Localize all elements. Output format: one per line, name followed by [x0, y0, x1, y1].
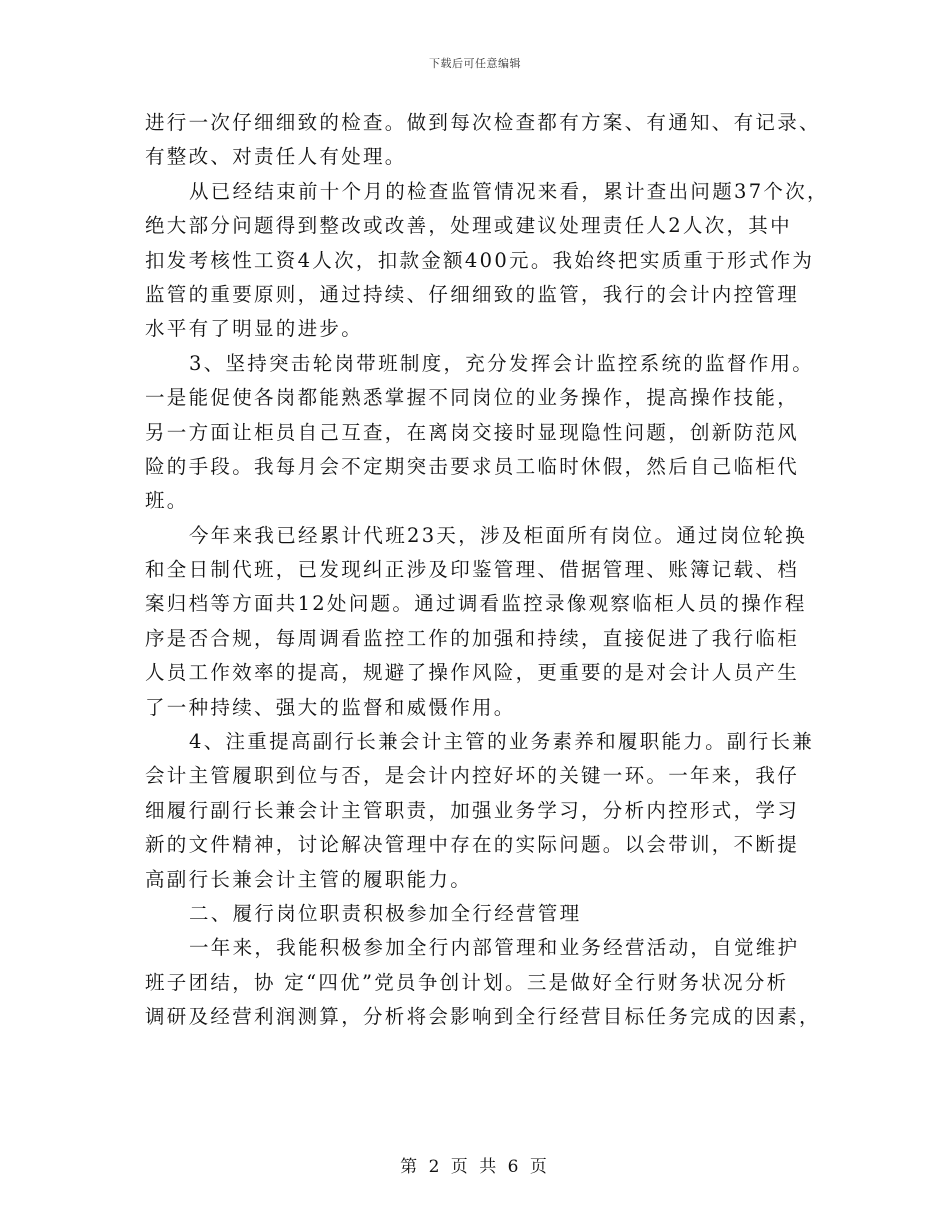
text-line: 4、注重提高副行长兼会计主管的业务素养和履职能力。副行长兼: [189, 730, 815, 754]
text-line: 调研及经营利润测算，分析将会影响到全行经营目标任务完成的因素，: [145, 1005, 821, 1029]
text-line: 一是能促使各岗都能熟悉掌握不同岗位的业务操作，提高操作技能，: [145, 386, 800, 410]
text-line: 细履行副行长兼会计主管职责，加强业务学习，分析内控形式，学习: [145, 798, 800, 822]
text-line: 水平有了明显的进步。: [145, 317, 364, 341]
text-line: 监管的重要原则，通过持续、仔细细致的监管，我行的会计内控管理: [145, 282, 800, 306]
text-line: 案归档等方面共12处问题。通过调看监控录像观察临柜人员的操作程: [145, 592, 807, 616]
text-line: 险的手段。我每月会不定期突击要求员工临时休假，然后自己临柜代: [145, 454, 800, 478]
document-body: [145, 106, 829, 1035]
text-line: 扣发考核性工资4人次，扣款金额400元。我始终把实质重于形式作为: [145, 248, 815, 272]
text-line: 二、履行岗位职责积极参加全行经营管理: [189, 901, 582, 925]
text-line: 序是否合规，每周调看监控工作的加强和持续，直接促进了我行临柜: [145, 626, 800, 650]
page-header-note: 下载后可任意编辑: [429, 57, 521, 70]
text-line: 班。: [145, 489, 189, 513]
text-line: 今年来我已经累计代班23天，涉及柜面所有岗位。通过岗位轮换: [189, 523, 808, 547]
text-line: 一年来，我能积极参加全行内部管理和业务经营活动，自觉维护: [189, 936, 800, 960]
text-line: 人员工作效率的提高，规避了操作风险，更重要的是对会计人员产生: [145, 661, 800, 685]
text-line: 班子团结，协 定“四优”党员争创计划。三是做好全行财务状况分析: [145, 970, 789, 994]
text-line: 了一种持续、强大的监督和威慑作用。: [145, 695, 516, 719]
text-line: 有整改、对责任人有处理。: [145, 145, 407, 169]
text-line: 进行一次仔细细致的检查。做到每次检查都有方案、有通知、有记录、: [145, 111, 821, 134]
text-line: 会计主管履职到位与否，是会计内控好坏的关键一环。一年来，我仔: [145, 764, 800, 788]
text-line: 另一方面让柜员自己互查，在离岗交接时显现隐性问题，创新防范风: [145, 420, 800, 444]
text-line: 从已经结束前十个月的检查监管情况来看，累计查出问题37个次，: [189, 179, 829, 203]
text-line: 绝大部分问题得到整改或改善，处理或建议处理责任人2人次，其中: [145, 214, 792, 238]
text-line: 3、坚持突击轮岗带班制度，充分发挥会计监控系统的监督作用。: [189, 351, 815, 375]
text-line: 和全日制代班，已发现纠正涉及印鉴管理、借据管理、账簿记载、档: [145, 558, 800, 582]
text-line: 新的文件精神，讨论解决管理中存在的实际问题。以会带训，不断提: [145, 833, 800, 857]
page-footer-number: 第 2 页 共 6 页: [400, 1157, 550, 1177]
text-line: 高副行长兼会计主管的履职能力。: [145, 867, 473, 891]
